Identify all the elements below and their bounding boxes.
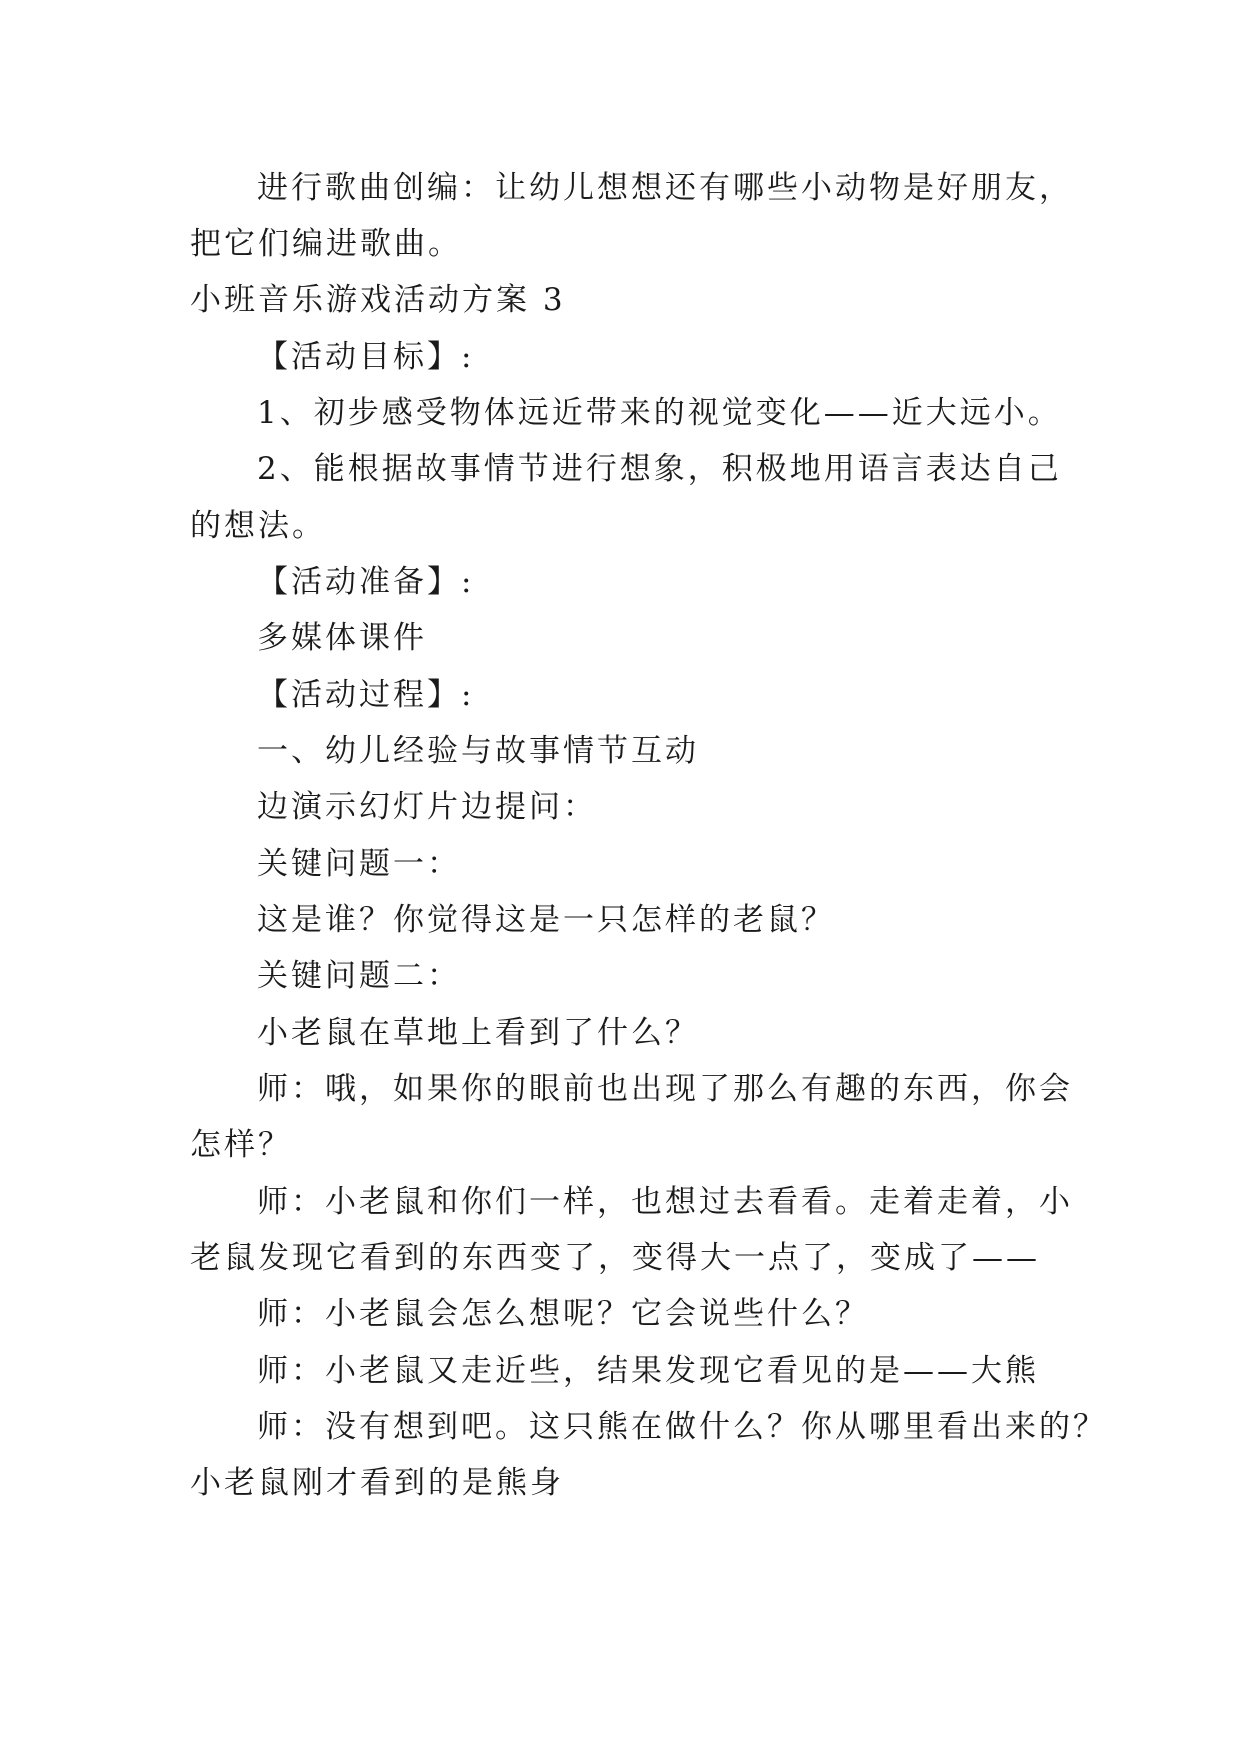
paragraph-line: 的想法。	[190, 508, 326, 544]
paragraph-line: 小老鼠在草地上看到了什么？	[257, 1015, 699, 1051]
paragraph-line: 老鼠发现它看到的东西变了，变得大一点了，变成了——	[190, 1240, 1040, 1276]
paragraph-line: 师：哦，如果你的眼前也出现了那么有趣的东西，你会	[257, 1071, 1073, 1107]
paragraph-line: 师：小老鼠又走近些，结果发现它看见的是——大熊	[257, 1353, 1039, 1389]
paragraph-line: 进行歌曲创编：让幼儿想想还有哪些小动物是好朋友，	[257, 170, 1073, 206]
paragraph-line: 这是谁？你觉得这是一只怎样的老鼠？	[257, 902, 835, 938]
paragraph-line: 多媒体课件	[257, 620, 427, 656]
list-item: 2、能根据故事情节进行想象，积极地用语言表达自己	[257, 451, 1062, 487]
section-heading: 小班音乐游戏活动方案 3	[190, 282, 566, 318]
paragraph-line: 关键问题一：	[257, 846, 461, 882]
paragraph-line: 师：没有想到吧。这只熊在做什么？你从哪里看出来的？	[257, 1409, 1107, 1445]
paragraph-line: 小老鼠刚才看到的是熊身	[190, 1465, 564, 1501]
subheading-process: 【活动过程】:	[257, 677, 475, 713]
paragraph-line: 边演示幻灯片边提问：	[257, 789, 597, 825]
subheading-preparation: 【活动准备】:	[257, 564, 475, 600]
paragraph-line: 一、幼儿经验与故事情节互动	[257, 733, 699, 769]
list-item: 1、初步感受物体远近带来的视觉变化——近大远小。	[257, 395, 1062, 431]
paragraph-line: 师：小老鼠会怎么想呢？它会说些什么？	[257, 1296, 869, 1332]
paragraph-line: 怎样？	[190, 1127, 292, 1163]
subheading-goals: 【活动目标】:	[257, 339, 475, 375]
paragraph-line: 师：小老鼠和你们一样，也想过去看看。走着走着，小	[257, 1184, 1073, 1220]
paragraph-line: 关键问题二：	[257, 958, 461, 994]
paragraph-line: 把它们编进歌曲。	[190, 226, 462, 262]
